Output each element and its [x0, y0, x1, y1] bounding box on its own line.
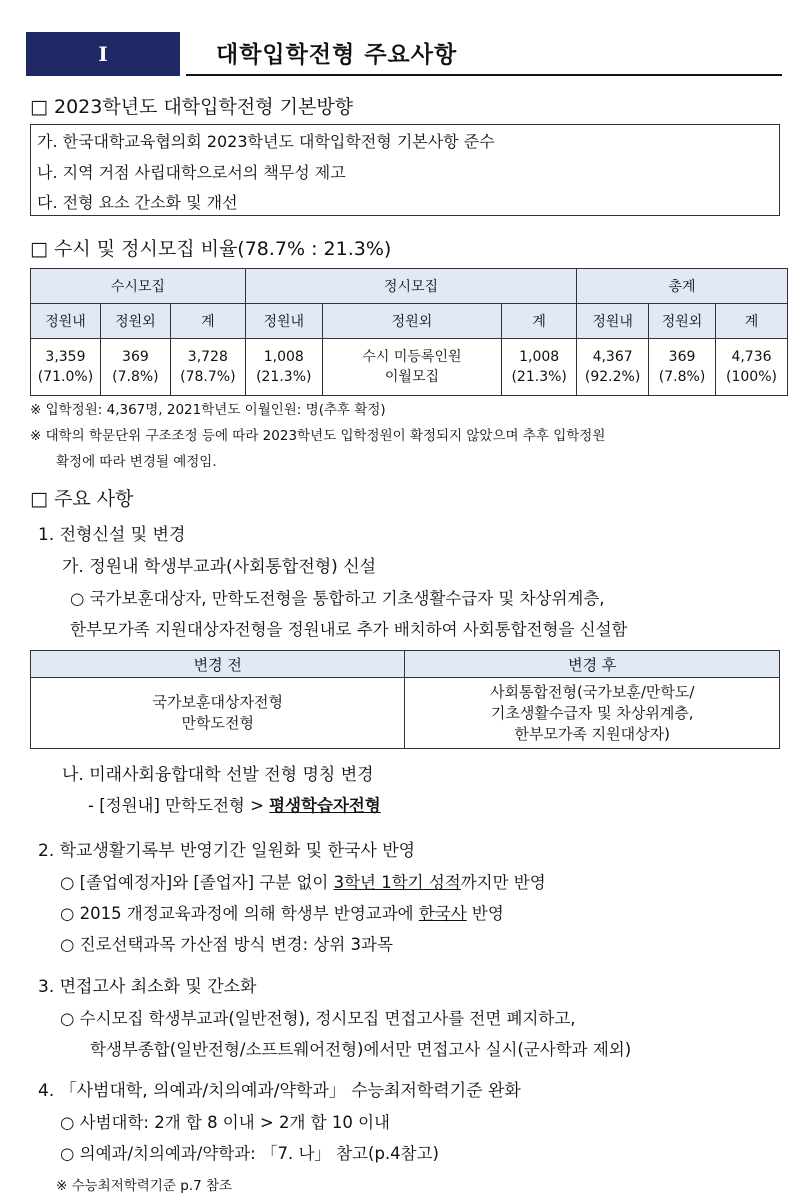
table-cell: 3,728 (78.7%) [170, 339, 245, 396]
item4-line: ○ 의예과/치의예과/약학과: 「7. 나」 참고(p.4참고) [60, 1144, 439, 1163]
item2-line: ○ 2015 개정교육과정에 의해 학생부 반영교과에 한국사 반영 [60, 904, 504, 923]
sub-header: 계 [716, 304, 788, 339]
group-header: 정시모집 [245, 269, 576, 304]
sub-header: 정원외 [322, 304, 501, 339]
group-header: 수시모집 [31, 269, 246, 304]
table-cell: 369 (7.8%) [100, 339, 170, 396]
table-cell: 4,367 (92.2%) [577, 339, 649, 396]
item1-a-line: 한부모가족 지원대상자전형을 정원내로 추가 배치하여 사회통합전형을 신설함 [70, 620, 628, 639]
after-header: 변경 후 [405, 651, 780, 678]
sub-header: 정원내 [245, 304, 322, 339]
sub-header: 정원내 [577, 304, 649, 339]
item1-title: 1. 전형신설 및 변경 [38, 525, 186, 545]
item4-title: 4. 「사범대학, 의예과/치의예과/약학과」 수능최저학력기준 완화 [38, 1081, 521, 1101]
table-cell: 1,008 (21.3%) [245, 339, 322, 396]
group-header: 총계 [577, 269, 788, 304]
section-ratio-title: □ 수시 및 정시모집 비율(78.7% : 21.3%) [30, 238, 392, 260]
change-table [30, 650, 780, 749]
sub-header: 계 [502, 304, 577, 339]
basic-direction-item: 가. 한국대학교육협의회 2023학년도 대학입학전형 기본사항 준수 [37, 132, 495, 151]
item3-line: 학생부종합(일반전형/소프트웨어전형)에서만 면접고사 실시(군사학과 제외) [90, 1040, 632, 1059]
sub-header: 정원내 [31, 304, 101, 339]
basic-direction-item: 다. 전형 요소 간소화 및 개선 [37, 193, 238, 212]
section-numeral: I [26, 32, 180, 76]
table-cell: 수시 미등록인원 이월모집 [322, 339, 501, 396]
table-cell: 369 (7.8%) [649, 339, 716, 396]
item2-line: ○ 진로선택과목 가산점 방식 변경: 상위 3과목 [60, 935, 393, 954]
item3-line: ○ 수시모집 학생부교과(일반전형), 정시모집 면접고사를 전면 폐지하고, [60, 1009, 576, 1028]
item1-b-title: 나. 미래사회융합대학 선발 전형 명칭 변경 [62, 765, 374, 785]
note-restructure: ※ 대학의 학문단위 구조조정 등에 따라 2023학년도 입학정원이 확정되지 않았으며 추후 입학정원 [30, 428, 606, 444]
before-header: 변경 전 [31, 651, 405, 678]
item1-a-title: 가. 정원내 학생부교과(사회통합전형) 신설 [62, 557, 377, 577]
title-underline [186, 74, 782, 76]
item2-line: ○ [졸업예정자]와 [졸업자] 구분 없이 3학년 1학기 성적까지만 반영 [60, 873, 546, 892]
sub-header: 계 [170, 304, 245, 339]
table-cell: 3,359 (71.0%) [31, 339, 101, 396]
sub-header: 정원외 [649, 304, 716, 339]
sub-header: 정원외 [100, 304, 170, 339]
note-quota: ※ 입학정원: 4,367명, 2021학년도 이월인원: 명(추후 확정) [30, 402, 386, 418]
note-restructure-cont: 확정에 따라 변경될 예정임. [56, 454, 217, 470]
item4-note: ※ 수능최저학력기준 p.7 참조 [56, 1178, 233, 1194]
after-cell: 사회통합전형(국가보훈/만학도/ 기초생활수급자 및 차상위계층, 한부모가족 지원대상자) [405, 678, 780, 749]
section-basic-direction-title: □ 2023학년도 대학입학전형 기본방향 [30, 96, 354, 118]
admission-ratio-table [30, 268, 788, 396]
item1-b-line: - [정원내] 만학도전형 > 평생학습자전형 [88, 796, 381, 815]
basic-direction-box [30, 124, 780, 216]
table-cell: 4,736 (100%) [716, 339, 788, 396]
page-title: 대학입학전형 주요사항 [216, 42, 458, 68]
basic-direction-item: 나. 지역 거점 사립대학으로서의 책무성 제고 [37, 163, 346, 182]
item4-line: ○ 사범대학: 2개 합 8 이내 > 2개 합 10 이내 [60, 1113, 390, 1132]
item2-title: 2. 학교생활기록부 반영기간 일원화 및 한국사 반영 [38, 841, 416, 861]
item1-a-line: ○ 국가보훈대상자, 만학도전형을 통합하고 기초생활수급자 및 차상위계층, [70, 589, 605, 608]
item3-title: 3. 면접고사 최소화 및 간소화 [38, 977, 257, 997]
before-cell: 국가보훈대상자전형 만학도전형 [31, 678, 405, 749]
section-main-title: □ 주요 사항 [30, 488, 134, 510]
table-cell: 1,008 (21.3%) [502, 339, 577, 396]
